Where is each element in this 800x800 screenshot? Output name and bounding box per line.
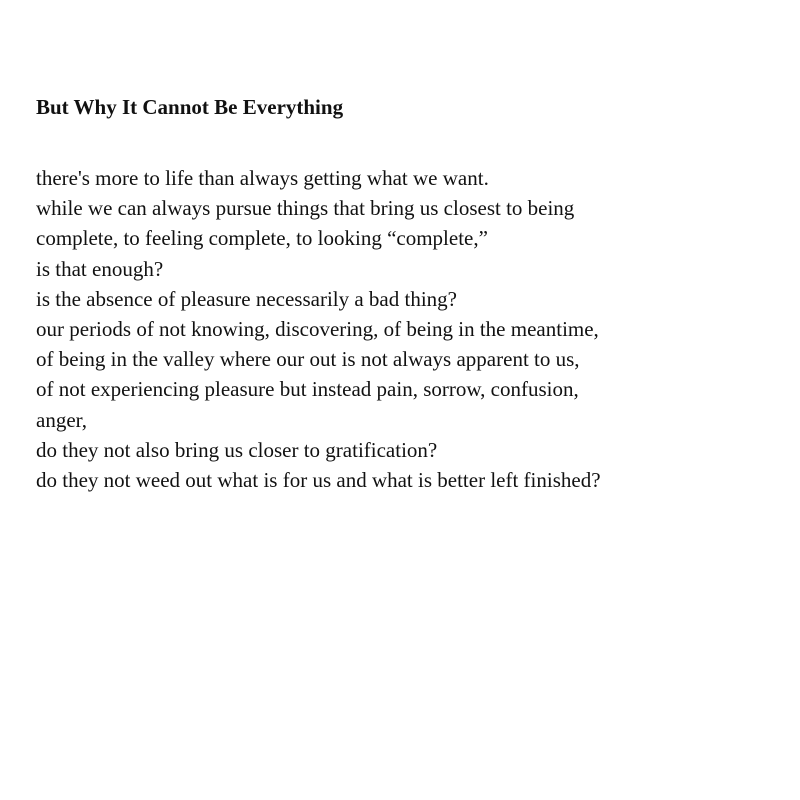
poem-line-11: do they not weed out what is for us and what is better left finished? (36, 467, 601, 492)
poem-line-3: complete, to feeling complete, to looking “complete,” (36, 226, 488, 251)
poem-title: But Why It Cannot Be Everything (36, 95, 344, 119)
poem-body (36, 163, 601, 495)
poem-line-10: do they not also bring us closer to gratification? (36, 437, 438, 462)
poem-line-2: while we can always pursue things that bring us closest to being (36, 196, 575, 221)
poem-line-4: is that enough? (36, 256, 164, 281)
poem-line-9: anger, (36, 407, 88, 432)
poem-line-1: there's more to life than always getting what we want. (36, 166, 489, 190)
poem-line-6: our periods of not knowing, discovering, of being in the meantime, (36, 316, 599, 341)
poem-line-8: of not experiencing pleasure but instead pain, sorrow, confusion, (36, 377, 579, 402)
poem-line-7: of being in the valley where our out is not always apparent to us, (36, 347, 580, 372)
poem-line-5: is the absence of pleasure necessarily a bad thing? (36, 286, 457, 311)
